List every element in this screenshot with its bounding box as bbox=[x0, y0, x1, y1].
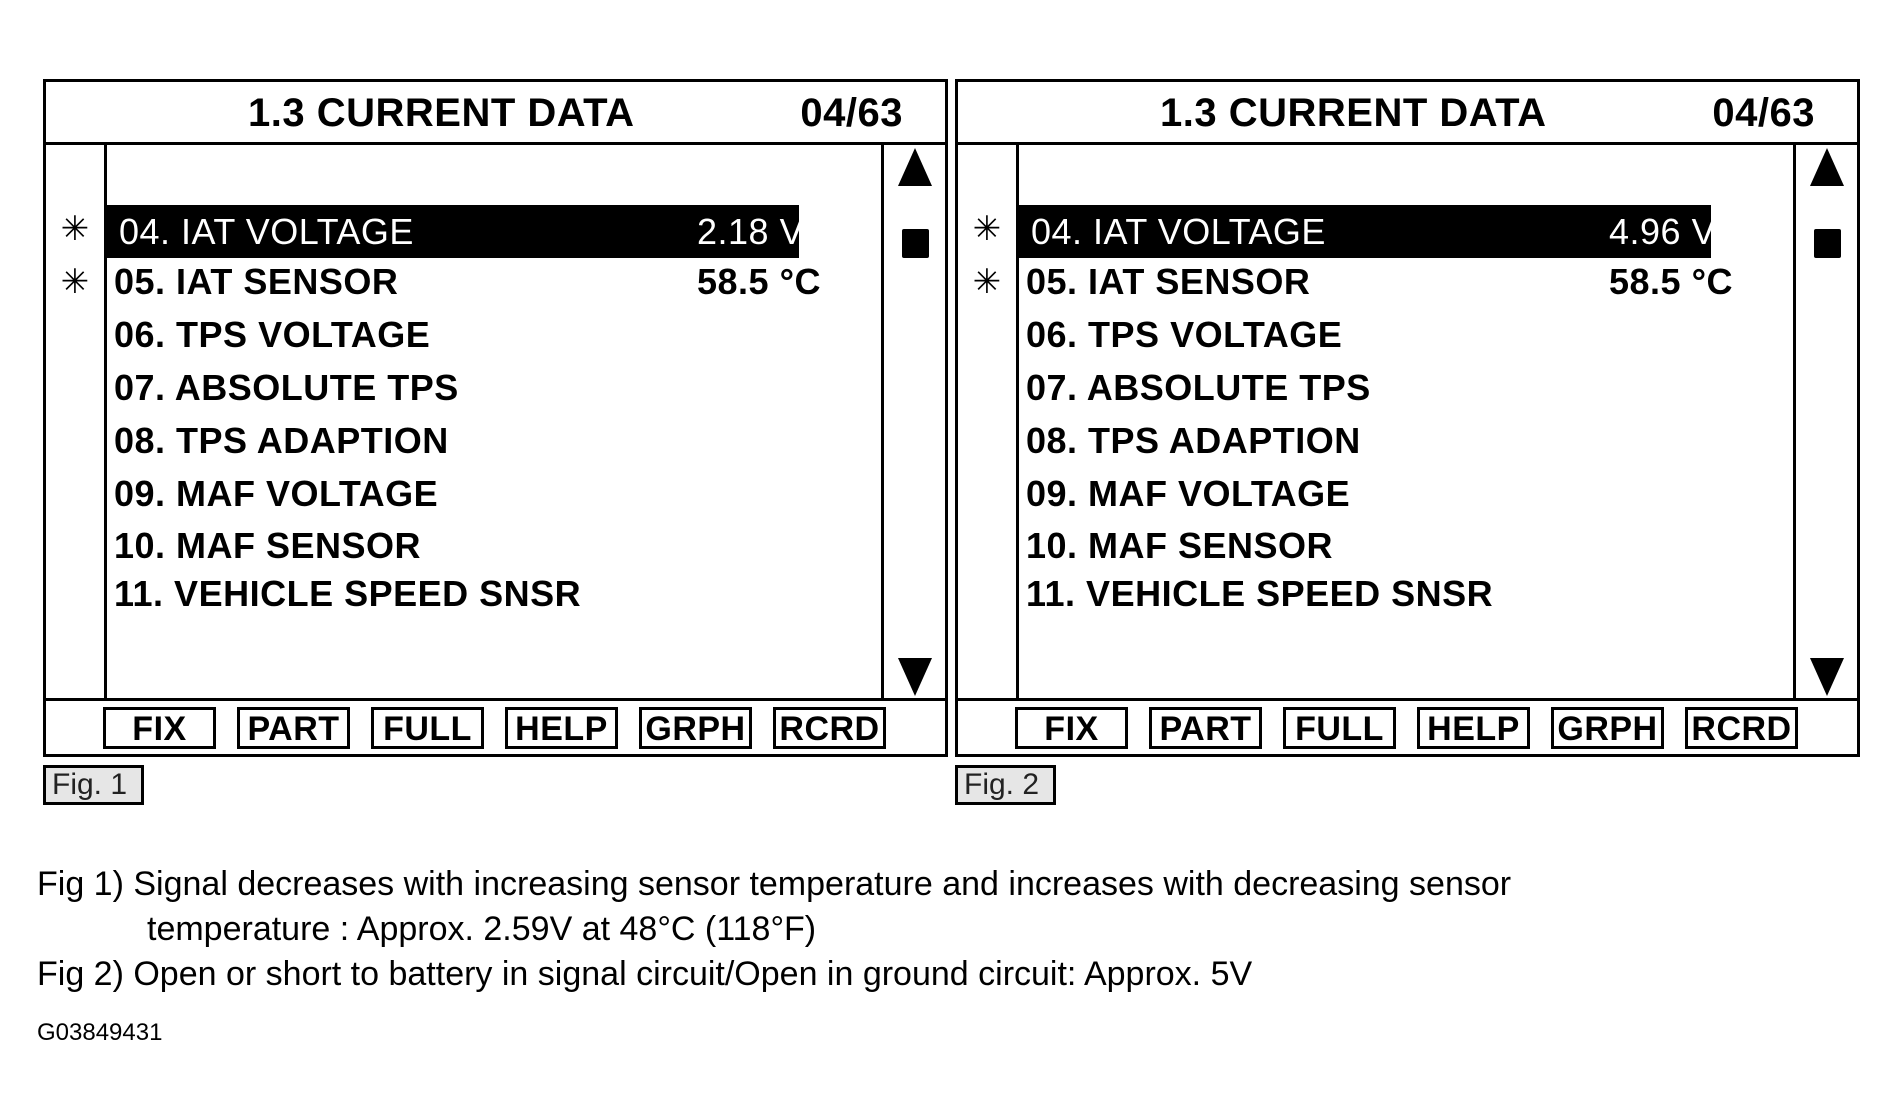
down-arrow-icon[interactable] bbox=[898, 658, 932, 696]
page-indicator: 04/63 bbox=[800, 91, 903, 135]
list-item[interactable] bbox=[1019, 364, 1719, 412]
marker-gutter bbox=[46, 142, 107, 698]
item-label: 08. TPS ADAPTION bbox=[1026, 420, 1361, 461]
marked-star-icon: ✳ bbox=[60, 210, 90, 248]
item-label: 05. IAT SENSOR bbox=[114, 261, 399, 302]
item-label: 07. ABSOLUTE TPS bbox=[1026, 367, 1371, 408]
figure-label: Fig. 2 bbox=[955, 765, 1056, 805]
screen-header bbox=[46, 82, 945, 145]
graph-button[interactable]: GRPH bbox=[1551, 707, 1664, 749]
part-button[interactable]: PART bbox=[1149, 707, 1262, 749]
list-item-selected[interactable] bbox=[1019, 205, 1717, 258]
list-item-selected[interactable] bbox=[107, 205, 805, 258]
data-list-area bbox=[958, 142, 1857, 701]
full-button[interactable]: FULL bbox=[1283, 707, 1396, 749]
item-value: 58.5 °C bbox=[1609, 261, 1733, 302]
list-item[interactable] bbox=[1019, 311, 1719, 359]
marked-star-icon: ✳ bbox=[972, 210, 1002, 248]
page-indicator: 04/63 bbox=[1712, 91, 1815, 135]
marker-gutter bbox=[958, 142, 1019, 698]
fix-button[interactable]: FIX bbox=[1015, 707, 1128, 749]
marked-star-icon: ✳ bbox=[60, 263, 90, 301]
item-label: 08. TPS ADAPTION bbox=[114, 420, 449, 461]
list-item[interactable] bbox=[1019, 470, 1719, 518]
list-item[interactable] bbox=[107, 570, 807, 618]
item-label: 09. MAF VOLTAGE bbox=[114, 473, 439, 514]
graph-button[interactable]: GRPH bbox=[639, 707, 752, 749]
item-value: 2.18 V bbox=[697, 211, 805, 252]
item-label: 10. MAF SENSOR bbox=[1026, 525, 1334, 566]
up-arrow-icon[interactable] bbox=[1810, 148, 1844, 186]
scroll-thumb[interactable] bbox=[902, 229, 929, 258]
list-item[interactable] bbox=[1019, 522, 1719, 570]
fix-button[interactable]: FIX bbox=[103, 707, 216, 749]
scrollbar[interactable] bbox=[881, 142, 945, 698]
item-label: 07. ABSOLUTE TPS bbox=[114, 367, 459, 408]
caption-fig1-continued: temperature : Approx. 2.59V at 48°C (118°F) bbox=[147, 910, 817, 948]
figure-id: G03849431 bbox=[37, 1019, 163, 1046]
screen-title: 1.3 CURRENT DATA bbox=[248, 91, 635, 135]
scan-tool-screen-fig2 bbox=[955, 79, 1860, 757]
marked-star-icon: ✳ bbox=[972, 263, 1002, 301]
list-item[interactable] bbox=[107, 311, 807, 359]
list-item[interactable] bbox=[107, 417, 807, 465]
help-button[interactable]: HELP bbox=[505, 707, 618, 749]
scrollbar[interactable] bbox=[1793, 142, 1857, 698]
screen-title: 1.3 CURRENT DATA bbox=[1160, 91, 1547, 135]
record-button[interactable]: RCRD bbox=[773, 707, 886, 749]
list-item[interactable] bbox=[1019, 417, 1719, 465]
figure-label: Fig. 1 bbox=[43, 765, 144, 805]
data-list-area bbox=[46, 142, 945, 701]
item-value: 4.96 V bbox=[1609, 211, 1717, 252]
item-label: 09. MAF VOLTAGE bbox=[1026, 473, 1351, 514]
list-item[interactable] bbox=[107, 364, 807, 412]
up-arrow-icon[interactable] bbox=[898, 148, 932, 186]
down-arrow-icon[interactable] bbox=[1810, 658, 1844, 696]
scroll-thumb[interactable] bbox=[1814, 229, 1841, 258]
item-label: 06. TPS VOLTAGE bbox=[114, 314, 431, 355]
screen-header bbox=[958, 82, 1857, 145]
item-label: 06. TPS VOLTAGE bbox=[1026, 314, 1343, 355]
list-item[interactable] bbox=[107, 258, 821, 306]
caption-fig1: Fig 1) Signal decreases with increasing sensor temperature and increases with decreasing sensor bbox=[37, 865, 1512, 903]
full-button[interactable]: FULL bbox=[371, 707, 484, 749]
part-button[interactable]: PART bbox=[237, 707, 350, 749]
item-label: 11. VEHICLE SPEED SNSR bbox=[114, 573, 582, 614]
item-value: 58.5 °C bbox=[697, 261, 821, 302]
item-label: 04. IAT VOLTAGE bbox=[1031, 211, 1326, 252]
function-key-bar bbox=[958, 701, 1857, 754]
item-label: 11. VEHICLE SPEED SNSR bbox=[1026, 573, 1494, 614]
item-label: 10. MAF SENSOR bbox=[114, 525, 422, 566]
caption-fig2: Fig 2) Open or short to battery in signal circuit/Open in ground circuit: Approx. 5V bbox=[37, 955, 1253, 993]
item-label: 05. IAT SENSOR bbox=[1026, 261, 1311, 302]
data-list[interactable] bbox=[1019, 142, 1733, 698]
scan-tool-screen-fig1 bbox=[43, 79, 948, 757]
record-button[interactable]: RCRD bbox=[1685, 707, 1798, 749]
list-item[interactable] bbox=[1019, 258, 1733, 306]
list-item[interactable] bbox=[107, 470, 807, 518]
help-button[interactable]: HELP bbox=[1417, 707, 1530, 749]
list-item[interactable] bbox=[1019, 570, 1719, 618]
function-key-bar bbox=[46, 701, 945, 754]
data-list[interactable] bbox=[107, 142, 821, 698]
item-label: 04. IAT VOLTAGE bbox=[119, 211, 414, 252]
list-item[interactable] bbox=[107, 522, 807, 570]
